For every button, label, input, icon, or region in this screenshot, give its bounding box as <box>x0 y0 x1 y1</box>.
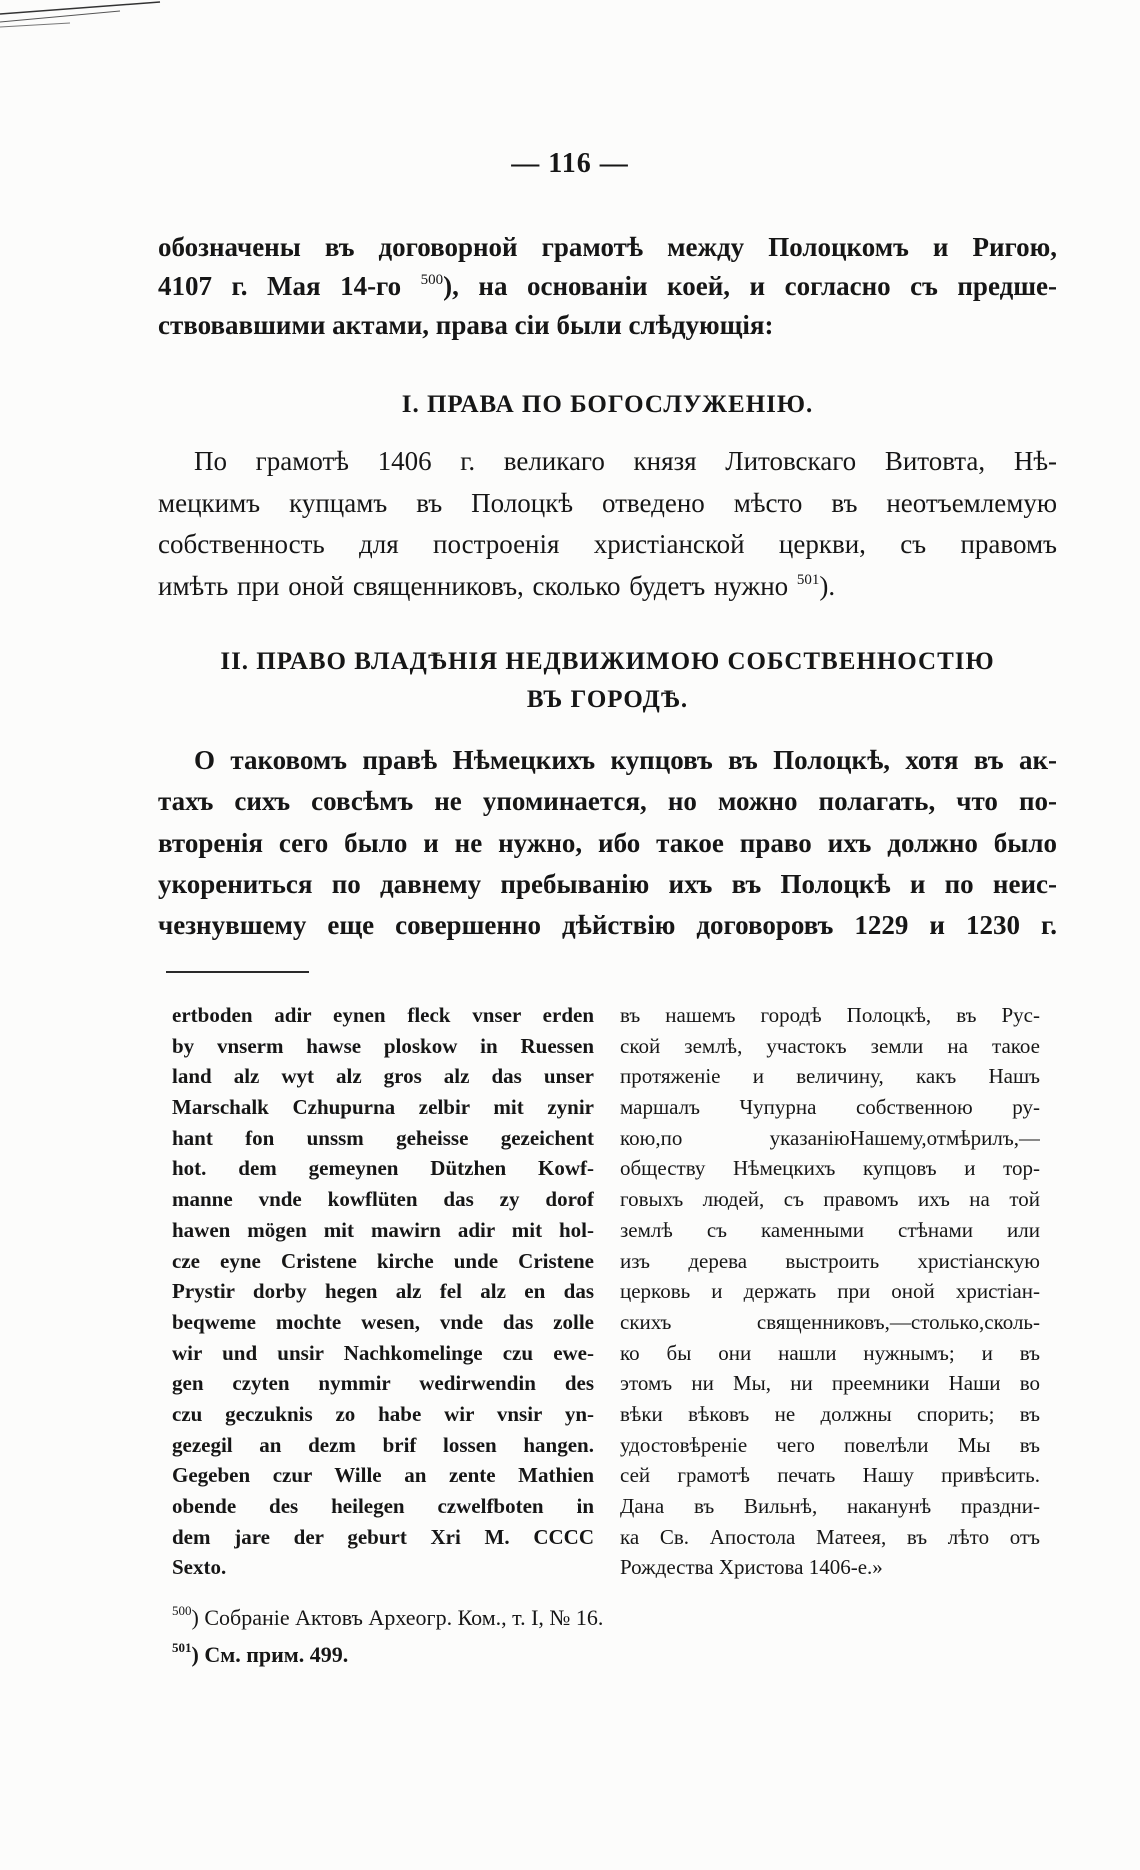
german-line: obende des heilegen czwelfboten in <box>172 1494 594 1518</box>
charter-german-column <box>172 1000 594 1583</box>
russian-line: церковь и держать при оной христіан- <box>620 1279 1040 1304</box>
german-line: ertboden adir eynen fleck vnser erden <box>172 1003 594 1027</box>
footnote-marker: 500 <box>172 1603 192 1618</box>
russian-line: въ нашемъ городѣ Полоцкѣ, въ Рус- <box>620 1003 1040 1027</box>
german-line: Marschalk Czhupurna zelbir mit zynir <box>172 1095 594 1120</box>
russian-line: обществу Нѣмецкихъ купцовъ и тор- <box>620 1156 1040 1181</box>
russian-line: говыхъ людей, съ правомъ ихъ на той <box>620 1187 1040 1212</box>
section-1-line: мецкимъ купцамъ въ Полоцкѣ отведено мѣсто въ неотъемлемую <box>158 487 1057 518</box>
scan-edge-marks <box>0 0 240 40</box>
russian-line: изъ дерева выстроить христіанскую <box>620 1248 1040 1273</box>
intro-line <box>158 267 1057 306</box>
russian-line: маршалъ Чупурна собственною ру- <box>620 1095 1040 1120</box>
section-2-heading <box>158 643 1057 719</box>
russian-line: землѣ съ каменными стѣнами или <box>620 1217 1040 1242</box>
footnote-ref: 500 <box>420 272 444 288</box>
section-2-line: О таковомъ правѣ Нѣмецкихъ купцовъ въ Полоцкѣ, хотя въ ак- <box>194 745 1057 775</box>
german-line: beqweme mochte wesen, vnde das zolle <box>172 1309 594 1334</box>
russian-line: этомъ ни Мы, ни преемники Наши во <box>620 1371 1040 1396</box>
intro-line: ствовавшими актами, права сіи были слѣдующія: <box>158 310 774 340</box>
section-2-paragraph <box>158 740 1057 946</box>
section-2-line: чезнувшему еще совершенно дѣйствію договоровъ 1229 и 1230 г. <box>158 910 1057 941</box>
footnote-text: ) См. прим. 499. <box>191 1642 349 1667</box>
german-line: hant fon unssm geheisse gezeichent <box>172 1125 594 1150</box>
german-line: hawen mögen mit mawirn adir mit hol- <box>172 1217 594 1242</box>
russian-line: Дана въ Вильнѣ, наканунѣ праздни- <box>620 1494 1040 1518</box>
german-line: land alz wyt alz gros alz das unser <box>172 1064 594 1089</box>
section-1-line-text: ). <box>819 570 836 601</box>
german-line: Prystir dorby hegen alz fel alz en das <box>172 1279 594 1304</box>
german-line: gezegil an dezm brif lossen hangen. <box>172 1432 594 1457</box>
footnote-500 <box>172 1599 603 1636</box>
german-line: manne vnde kowflüten das zy dorof <box>172 1187 594 1212</box>
section-2-line: тахъ сихъ совсѣмъ не упоминается, но можно полагать, что по- <box>158 786 1057 817</box>
russian-line: ской землѣ, участокъ земли на такое <box>620 1033 1040 1058</box>
section-1-line: По грамотѣ 1406 г. великаго князя Литовскаго Витовта, Нѣ- <box>194 446 1057 476</box>
russian-line: вѣки вѣковъ не должны спорить; въ <box>620 1401 1040 1426</box>
russian-line: протяженіе и величину, какъ Нашъ <box>620 1064 1040 1089</box>
section-2-heading-line: II. ПРАВО ВЛАДѢНІЯ НЕДВИЖИМОЮ СОБСТВЕННОСТІЮ <box>220 648 995 675</box>
footnotes <box>172 1599 603 1673</box>
russian-line: скихъ священниковъ,—столько,сколь- <box>620 1309 1040 1334</box>
german-line: dem jare der geburt Xri M. CCCC <box>172 1524 594 1549</box>
intro-paragraph <box>158 228 1057 345</box>
footnote-ref: 501 <box>796 571 820 588</box>
german-line: by vnserm hawse ploskow in Ruessen <box>172 1033 594 1058</box>
section-1-line <box>158 566 1057 608</box>
german-line: Sexto. <box>172 1555 227 1580</box>
german-line: Gegeben czur Wille an zente Mathien <box>172 1463 594 1488</box>
german-line: hot. dem gemeynen Dützhen Kowf- <box>172 1156 594 1181</box>
section-1-line-text: имѣть при оной священниковъ, сколько будетъ нужно <box>158 570 797 601</box>
russian-line: Рождества Христова 1406-е.» <box>620 1555 883 1580</box>
section-2-line: укорениться по давнему пребыванію ихъ въ Полоцкѣ и по неис- <box>158 868 1057 899</box>
german-line: cze eyne Cristene kirche unde Cristene <box>172 1248 594 1273</box>
intro-line-text: ), на основаніи коей, и согласно съ предше- <box>443 271 1057 301</box>
german-line: czu geczuknis zo habe wir vnsir yn- <box>172 1401 594 1426</box>
section-1-heading: I. ПРАВА ПО БОГОСЛУЖЕНІЮ. <box>401 391 814 418</box>
footnote-501 <box>172 1636 603 1673</box>
section-1-line: собственность для построенія христіанской церкви, съ правомъ <box>158 529 1057 559</box>
russian-line: удостовѣреніе чего повелѣли Мы въ <box>620 1432 1040 1457</box>
section-2-heading-line: ВЪ ГОРОДѢ. <box>526 686 689 713</box>
footnote-divider <box>166 971 309 973</box>
footnote-marker: 501 <box>172 1640 192 1655</box>
intro-line-text: 4107 г. Мая 14-го <box>158 271 421 301</box>
charter-russian-column <box>620 1000 1040 1583</box>
section-2-line: вторенія сего было и не нужно, ибо такое право ихъ должно было <box>158 827 1057 858</box>
section-1-paragraph <box>158 441 1057 607</box>
german-line: wir und unsir Nachkomelinge czu ewe- <box>172 1340 594 1365</box>
russian-line: кою,по указаніюНашему,отмѣрилъ,— <box>620 1125 1040 1150</box>
footnote-text: ) Собраніе Актовъ Археогр. Ком., т. I, № 16. <box>191 1605 604 1630</box>
russian-line: ко бы они нашли нужнымъ; и въ <box>620 1340 1040 1365</box>
russian-line: сей грамотѣ печать Нашу привѣсить. <box>620 1463 1040 1488</box>
german-line: gen czyten nymmir wedirwendin des <box>172 1371 594 1396</box>
russian-line: ка Св. Апостола Матеея, въ лѣто отъ <box>620 1524 1040 1549</box>
page-number: — 116 — <box>511 148 629 179</box>
intro-line: обозначены въ договорной грамотѣ между Полоцкомъ и Ригою, <box>158 232 1057 262</box>
